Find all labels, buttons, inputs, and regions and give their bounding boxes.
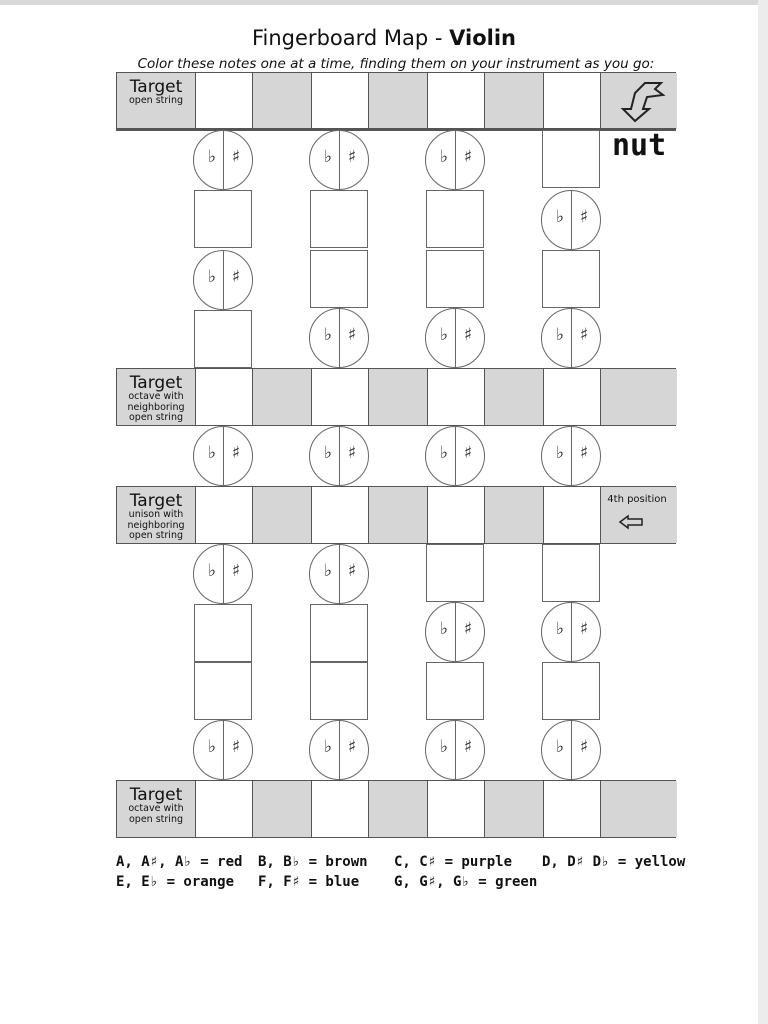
accidental-circle[interactable]: ♭ ♯ xyxy=(193,130,253,190)
scan-edge-top xyxy=(0,0,768,5)
note-square[interactable] xyxy=(194,190,252,248)
accidental-circle[interactable]: ♭ ♯ xyxy=(541,308,601,368)
target-label: Target open string xyxy=(117,73,195,129)
target-row-open-string xyxy=(116,72,676,130)
accidental-circle[interactable]: ♭ ♯ xyxy=(193,720,253,780)
target-cell[interactable] xyxy=(427,369,485,425)
note-square[interactable] xyxy=(542,130,600,188)
page-title: Fingerboard Map - Violin xyxy=(251,26,516,50)
note-square[interactable] xyxy=(542,250,600,308)
legend-c: C, C♯ = purple xyxy=(394,854,513,870)
target-row-unison-neighboring xyxy=(116,486,676,544)
accidental-circle[interactable]: ♭ ♯ xyxy=(309,426,369,486)
position-label: 4th position xyxy=(607,494,667,505)
legend-b: B, B♭ = brown xyxy=(258,854,368,870)
page-subtitle: Color these notes one at a time, finding them on your instrument as you go: xyxy=(137,56,655,72)
nut-arrow-icon xyxy=(617,79,667,125)
target-cell[interactable] xyxy=(195,781,253,837)
legend-e: E, E♭ = orange xyxy=(116,874,235,890)
accidental-circle[interactable]: ♭ ♯ xyxy=(309,308,369,368)
target-cell[interactable] xyxy=(543,781,601,837)
accidental-circle[interactable]: ♭ ♯ xyxy=(425,308,485,368)
target-cell[interactable] xyxy=(543,487,601,543)
accidental-circle[interactable]: ♭ ♯ xyxy=(309,130,369,190)
note-square[interactable] xyxy=(194,310,252,368)
accidental-circle[interactable]: ♭ ♯ xyxy=(309,544,369,604)
target-cell[interactable] xyxy=(195,369,253,425)
accidental-circle[interactable]: ♭ ♯ xyxy=(541,190,601,250)
target-cell[interactable] xyxy=(311,487,369,543)
accidental-circle[interactable]: ♭ ♯ xyxy=(193,544,253,604)
accidental-circle[interactable]: ♭ ♯ xyxy=(425,426,485,486)
note-square[interactable] xyxy=(310,250,368,308)
target-label: Target octave with open string xyxy=(117,781,195,837)
note-square[interactable] xyxy=(426,544,484,602)
legend-g: G, G♯, G♭ = green xyxy=(394,874,538,890)
target-cell[interactable] xyxy=(195,487,253,543)
target-row-octave-neighboring xyxy=(116,368,676,426)
accidental-circle[interactable]: ♭ ♯ xyxy=(425,602,485,662)
legend-f: F, F♯ = blue xyxy=(258,874,360,890)
note-square[interactable] xyxy=(310,190,368,248)
accidental-circle[interactable]: ♭ ♯ xyxy=(541,426,601,486)
note-square[interactable] xyxy=(426,190,484,248)
accidental-circle[interactable]: ♭ ♯ xyxy=(193,426,253,486)
legend-a: A, A♯, A♭ = red xyxy=(116,854,243,870)
target-cell[interactable] xyxy=(311,369,369,425)
note-square[interactable] xyxy=(426,662,484,720)
target-label: Target unison with neighboring open string xyxy=(117,487,195,543)
left-arrow-icon xyxy=(618,514,644,530)
legend-d: D, D♯ D♭ = yellow xyxy=(542,854,686,870)
target-cell[interactable] xyxy=(543,369,601,425)
target-row-octave-open xyxy=(116,780,676,838)
note-square[interactable] xyxy=(194,662,252,720)
nut-label: nut xyxy=(612,128,667,163)
accidental-circle[interactable]: ♭ ♯ xyxy=(541,720,601,780)
accidental-circle[interactable]: ♭ ♯ xyxy=(425,130,485,190)
target-cell[interactable] xyxy=(427,781,485,837)
note-square[interactable] xyxy=(426,250,484,308)
scan-edge-right xyxy=(758,0,768,1024)
note-square[interactable] xyxy=(310,604,368,662)
note-square[interactable] xyxy=(542,662,600,720)
target-cell[interactable] xyxy=(543,73,601,129)
target-label: Target octave with neighboring open string xyxy=(117,369,195,425)
accidental-circle[interactable]: ♭ ♯ xyxy=(541,602,601,662)
note-square[interactable] xyxy=(194,604,252,662)
accidental-circle[interactable]: ♭ ♯ xyxy=(309,720,369,780)
target-cell[interactable] xyxy=(311,73,369,129)
note-square[interactable] xyxy=(310,662,368,720)
target-cell[interactable] xyxy=(311,781,369,837)
target-cell[interactable] xyxy=(427,73,485,129)
note-square[interactable] xyxy=(542,544,600,602)
accidental-circle[interactable]: ♭ ♯ xyxy=(425,720,485,780)
target-cell[interactable] xyxy=(427,487,485,543)
accidental-circle[interactable]: ♭ ♯ xyxy=(193,250,253,310)
target-cell[interactable] xyxy=(195,73,253,129)
